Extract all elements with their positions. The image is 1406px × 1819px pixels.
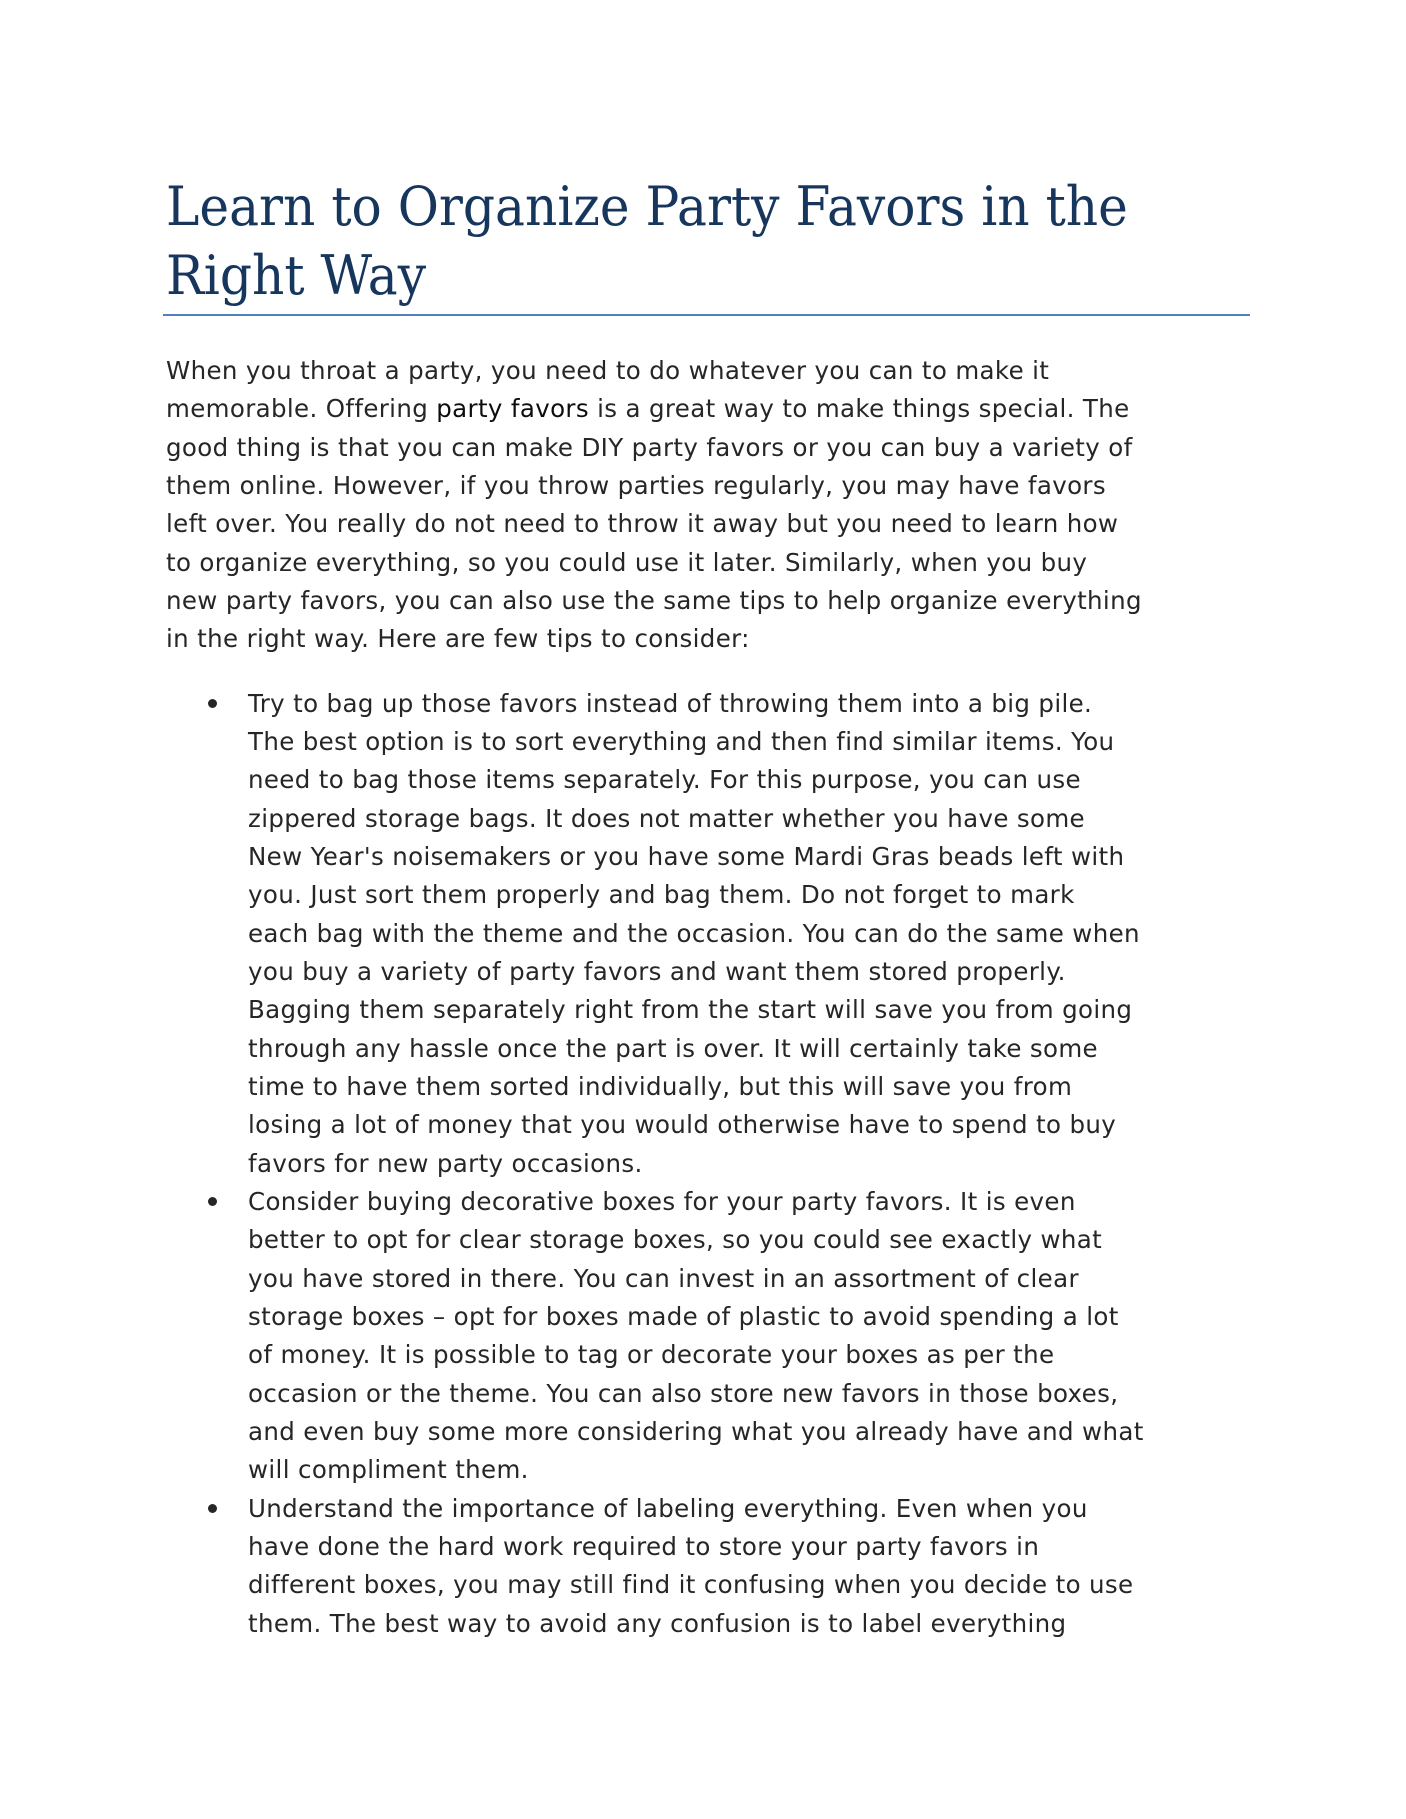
intro-line-5: left over. You really do not need to throw it away but you need to learn how [166,509,1119,538]
bullet-2-line: Consider buying decorative boxes for your party favors. It is even [248,1187,1076,1216]
bullet-2-line: will compliment them. [248,1455,529,1484]
bullet-1-line: you. Just sort them properly and bag them. Do not forget to mark [248,880,1075,909]
bullet-1-line: through any hassle once the part is over. It will certainly take some [248,1034,1098,1063]
intro-line-7: new party favors, you can also use the same tips to help organize everything [166,586,1142,615]
intro-line-2 [166,394,1130,423]
intro-line-3: good thing is that you can make DIY party favors or you can buy a variety of [166,433,1133,462]
title-underline-rule [163,314,1250,316]
intro-line-2-end: is a great way to make things special. The [588,394,1130,423]
title-line-2: Right Way [166,244,427,307]
bullet-3-line: Understand the importance of labeling everything. Even when you [248,1494,1088,1523]
intro-line-6: to organize everything, so you could use it later. Similarly, when you buy [166,548,1088,577]
bullet-2-line: you have stored in there. You can invest in an assortment of clear [248,1264,1079,1293]
bullet-2-line: storage boxes – opt for boxes made of plastic to avoid spending a lot [248,1302,1119,1331]
bullet-1-line: New Year's noisemakers or you have some Mardi Gras beads left with [248,842,1125,871]
bullet-2-line: better to opt for clear storage boxes, so you could see exactly what [248,1225,1103,1254]
bullet-3-line: them. The best way to avoid any confusion is to label everything [248,1609,1067,1638]
bullet-icon [208,1504,217,1513]
title-line-1: Learn to Organize Party Favors in the [166,175,1128,238]
bullet-3-line: have done the hard work required to store your party favors in [248,1532,1040,1561]
bullet-1-line: each bag with the theme and the occasion. You can do the same when [248,919,1140,948]
bullet-1-line: favors for new party occasions. [248,1149,643,1178]
bullet-2-line: occasion or the theme. You can also store new favors in those boxes, [248,1379,1119,1408]
intro-line-4: them online. However, if you throw parties regularly, you may have favors [166,471,1106,500]
intro-line-1: When you throat a party, you need to do whatever you can to make it [166,356,1050,385]
bullet-2-line: and even buy some more considering what you already have and what [248,1417,1144,1446]
bullet-1-line: need to bag those items separately. For this purpose, you can use [248,765,1081,794]
intro-line-2-start: memorable. Offering [166,394,437,423]
bullet-icon [208,699,217,708]
bullet-1-line: losing a lot of money that you would otherwise have to spend to buy [248,1110,1117,1139]
bullet-1-line: you buy a variety of party favors and want them stored properly. [248,957,1066,986]
bullet-1-line: time to have them sorted individually, but this will save you from [248,1072,1073,1101]
bullet-1-line: The best option is to sort everything and then find similar items. You [248,727,1115,756]
bullet-1-line: zippered storage bags. It does not matter whether you have some [248,804,1085,833]
bullet-icon [208,1197,217,1206]
bullet-1-line: Bagging them separately right from the start will save you from going [248,995,1133,1024]
party-favors-link[interactable]: party favors [436,394,589,423]
bullet-2-line: of money. It is possible to tag or decorate your boxes as per the [248,1340,1055,1369]
intro-line-8: in the right way. Here are few tips to consider: [166,624,750,653]
bullet-3-line: different boxes, you may still find it confusing when you decide to use [248,1570,1134,1599]
bullet-1-line: Try to bag up those favors instead of throwing them into a big pile. [248,689,1093,718]
